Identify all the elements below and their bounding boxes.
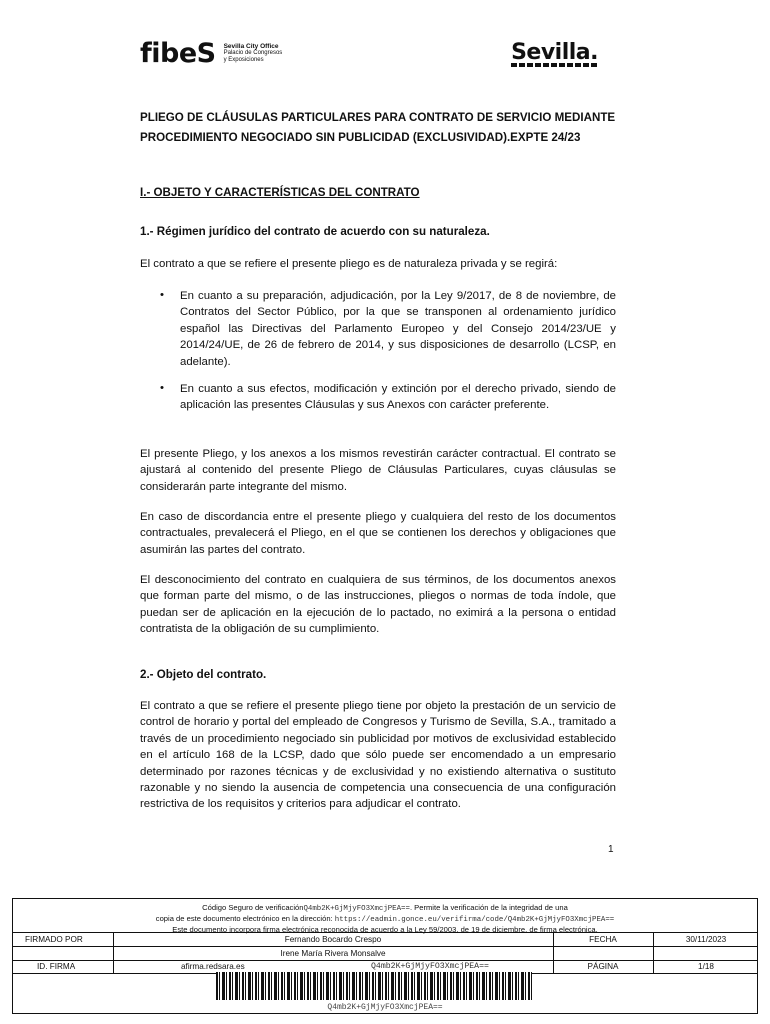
paragraph: El presente Pliego, y los anexos a los mismos revestirán carácter contractual. El contrato se ajustará al contenido del presente Pliego de Cláusulas Particulares, cuyas cláusulas se considerarán parte integrante del mismo. bbox=[140, 448, 616, 493]
id-firma-code: Q4mb2K+GjMjyFO3XmcjPEA== bbox=[371, 962, 489, 971]
section-heading: I.- OBJETO Y CARACTERÍSTICAS DEL CONTRATO bbox=[140, 186, 420, 199]
pagina-value: 1/18 bbox=[698, 962, 714, 971]
fecha-value: 30/11/2023 bbox=[685, 935, 727, 944]
heading-regimen: 1.- Régimen jurídico del contrato de acuerdo con su naturaleza. bbox=[140, 225, 490, 238]
paragraph: El contrato a que se refiere el presente pliego tiene por objeto la prestación de un servicio de control de horario y portal del empleado de Congresos y Turismo de Sevilla, S.A., tramitado a través de un procedimiento negociado sin publicidad por motivos de exclusividad establecido en el artículo 168 de la LCSP, dado que sólo puede ser encomendado a un empresario determinado por razones técnicas y de exclusividad y no existiendo alternativa o sustituto razonable y no siendo la ausencia de competencia una consecuencia de una configuración restrictiva de los requisitos y criterios para adjudicar el contrato. bbox=[140, 700, 616, 811]
sevilla-logo bbox=[511, 40, 598, 67]
table-divider bbox=[13, 946, 757, 947]
table-divider bbox=[13, 932, 757, 933]
title-line-1: PLIEGO DE CLÁUSULAS PARTICULARES PARA CONTRATO DE SERVICIO MEDIANTE bbox=[140, 111, 616, 124]
barcode-text: Q4mb2K+GjMjyFO3XmcjPEA== bbox=[327, 1003, 443, 1012]
csv-note-b: . Permite la verificación de la integridad de una bbox=[409, 903, 568, 912]
fibes-wordmark: fibeS bbox=[140, 38, 216, 69]
fibes-logo bbox=[140, 38, 294, 69]
signer-2: Irene María Rivera Monsalve bbox=[280, 949, 386, 958]
signer-1: Fernando Bocardo Crespo bbox=[284, 935, 382, 944]
id-firma-value: afirma.redsara.es bbox=[181, 962, 245, 971]
bullet-item: En cuanto a sus efectos, modificación y extinción por el derecho privado, siendo de aplicación las presentes Cláusulas y sus Anexos con carácter preferente. bbox=[180, 383, 616, 412]
bullet-dot: • bbox=[160, 382, 164, 394]
bullet-item: En cuanto a su preparación, adjudicación, por la Ley 9/2017, de 8 de noviembre, de Contratos del Sector Público, por la que se transponen al ordenamiento jurídico español las Directivas del Parlamento Europeo y del Consejo 2014/23/UE y 2014/24/UE, de 26 de febrero de 2014, y sus disposiciones de desarrollo (LCSP, en adelante). bbox=[180, 290, 616, 368]
pagina-label: PÁGINA bbox=[587, 962, 619, 971]
firmado-label: FIRMADO POR bbox=[25, 935, 83, 944]
fibes-sub-line2: Palacio de Congresos bbox=[223, 50, 283, 56]
barcode-image bbox=[216, 972, 532, 1000]
sevilla-wordmark: Sevilla. bbox=[511, 40, 598, 65]
fecha-label: FECHA bbox=[589, 935, 617, 944]
page-number: 1 bbox=[608, 844, 614, 855]
verification-url[interactable]: https://eadmin.gonce.eu/verifirma/code/Q4mb2K+GjMjyFO3XmcjPEA== bbox=[334, 916, 615, 924]
document-title bbox=[140, 108, 630, 148]
paragraph: En caso de discordancia entre el presente pliego y cualquiera del resto de los documentos contractuales, prevalecerá el Pliego, en el que se contienen los derechos y obligaciones que asumirán las partes del contrato. bbox=[140, 511, 616, 556]
paragraph-intro: El contrato a que se refiere el presente pliego es de naturaleza privada y se regirá: bbox=[140, 258, 558, 270]
verification-note bbox=[13, 903, 757, 935]
fibes-subtitle bbox=[224, 43, 294, 64]
fibes-sub-line3: y Exposiciones bbox=[223, 57, 264, 63]
id-firma-label: ID. FIRMA bbox=[37, 962, 76, 971]
fibes-sub-line1: Sevilla City Office bbox=[223, 43, 279, 50]
csv-code: Q4mb2K+GjMjyFO3XmcjPEA== bbox=[303, 905, 410, 913]
bullet-dot: • bbox=[160, 289, 164, 301]
csv-note-c: copia de este documento electrónico en la dirección: bbox=[155, 914, 333, 923]
heading-objeto: 2.- Objeto del contrato. bbox=[140, 668, 267, 681]
title-line-2: PROCEDIMIENTO NEGOCIADO SIN PUBLICIDAD (EXCLUSIVIDAD).EXPTE 24/23 bbox=[140, 131, 581, 144]
table-divider bbox=[13, 960, 757, 961]
paragraph: El desconocimiento del contrato en cualquiera de sus términos, de los documentos anexos que forman parte del mismo, o de las instrucciones, pliegos o normas de toda índole, que puedan ser de aplicación en la ejecución de lo pactado, no eximirá a la persona o entidad contratista de la obligación de su cumplimiento. bbox=[140, 574, 616, 636]
csv-note-d: Este documento incorpora firma electrónica reconocida de acuerdo a la Ley 59/2003, de 19 de diciembre, de firma electrónica. bbox=[172, 925, 598, 934]
csv-note-a: Código Seguro de verificación bbox=[202, 903, 304, 912]
